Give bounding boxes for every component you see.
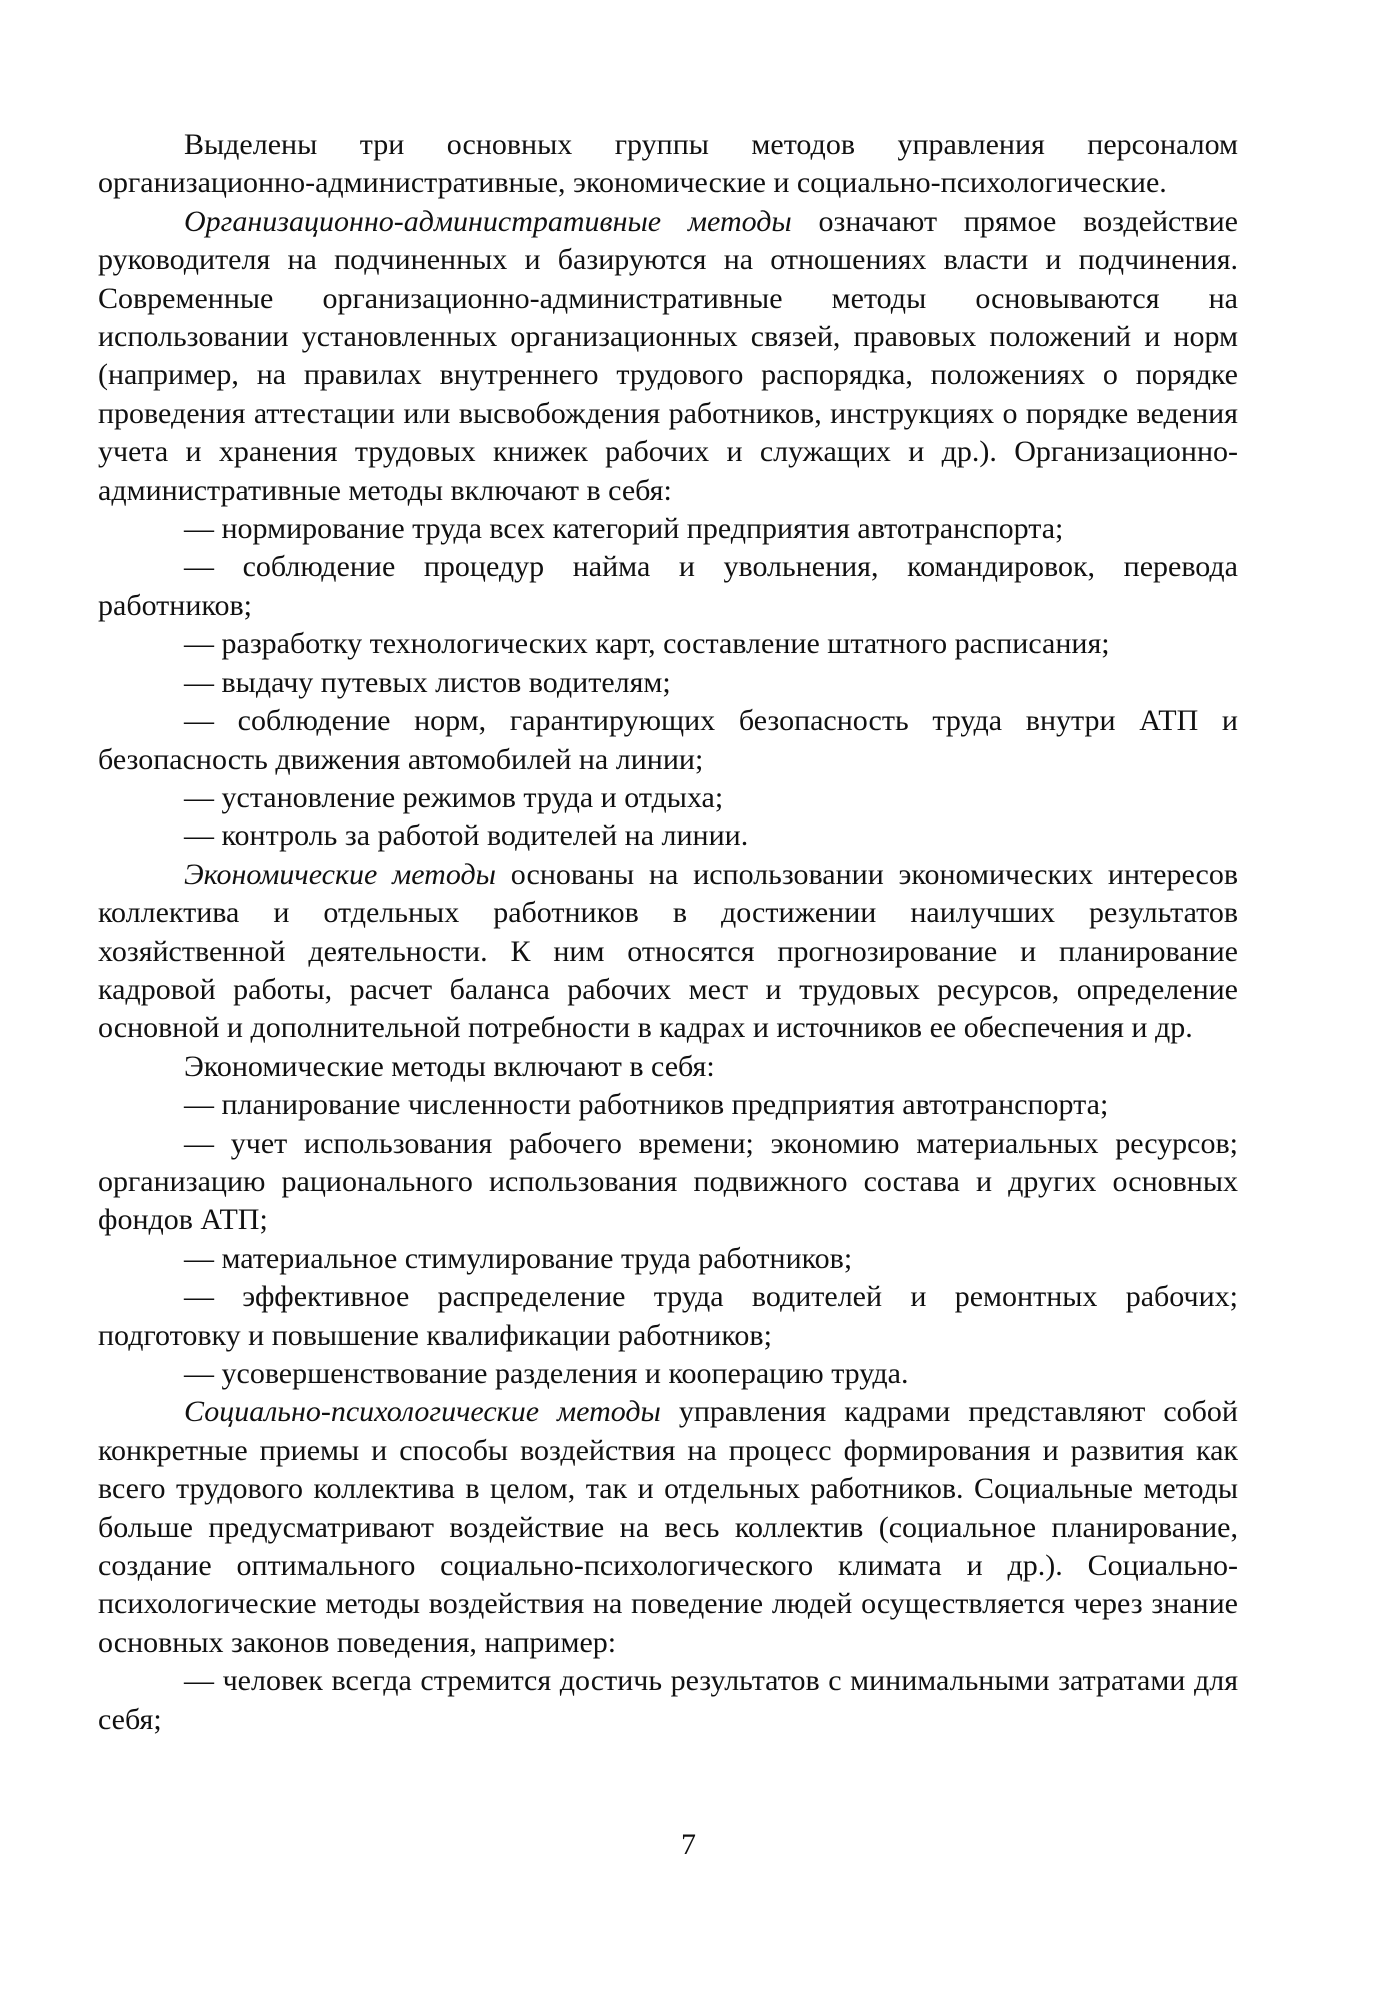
paragraph-1: Выделены три основных группы методов управления персоналом организационно-административные, экономические и социально-психологические. [98, 128, 1238, 200]
list-item: — эффективное распределение труда водителей и ремонтных рабочих; подготовку и повышение квалификации работников; [98, 1280, 1238, 1352]
list-item: — соблюдение норм, гарантирующих безопасность труда внутри АТП и безопасность движения автомобилей на линии; [98, 704, 1238, 776]
paragraph-social: Социально-психологические методы управления кадрами представляют собой конкретные приемы и способы воздействия на процесс формирования и развития как всего трудового коллектива в целом, так и отдельных работников. Социальные методы больше предусматривают воздействие на весь коллектив (социальное планирование, создание оптимального социально-психологического климата и др.). Социально-психологические методы воздействия на поведение людей осуществляется через знание основных законов поведения, например: [98, 1395, 1238, 1659]
list-item: — установление режимов труда и отдыха; [184, 780, 724, 814]
body-text [98, 126, 1238, 1739]
term-org-admin-methods: Организационно-административные методы [184, 204, 792, 238]
page-number: 7 [681, 1828, 696, 1861]
list-item: — соблюдение процедур найма и увольнения, командировок, перевода работников; [98, 550, 1238, 622]
list-item: — человек всегда стремится достичь результатов с минимальными затратами для себя; [98, 1664, 1238, 1736]
term-social-methods: Социально-психологические методы [184, 1395, 661, 1429]
term-economic-methods: Экономические методы [184, 857, 496, 891]
list-item: — разработку технологических карт, составление штатного расписания; [184, 627, 1110, 661]
list-item: — учет использования рабочего времени; экономию материальных ресурсов; организацию рационального использования подвижного состава и других основных фондов АТП; [98, 1126, 1238, 1237]
paragraph-2: Организационно-административные методы означают прямое воздействие руководителя на подчиненных и базируются на отношениях власти и подчинения. Современные организационно-административные методы основываются на использовании установленных организационных связей, правовых положений и норм (например, на правилах внутреннего трудового распорядка, положениях о порядке проведения аттестации или высвобождения работников, инструкциях о порядке ведения учета и хранения трудовых книжек рабочих и служащих и др.). Организационно-административные методы включают в себя: [98, 204, 1238, 507]
list-item: — планирование численности работников предприятия автотранспорта; [184, 1088, 1109, 1122]
list-item: — материальное стимулирование труда работников; [184, 1241, 853, 1275]
paragraph-economic: Экономические методы основаны на использовании экономических интересов коллектива и отдельных работников в достижении наилучших результатов хозяйственной деятельности. К ним относятся прогнозирование и планирование кадровой работы, расчет баланса рабочих мест и трудовых ресурсов, определение основной и дополнительной потребности в кадрах и источников ее обеспечения и др. [98, 857, 1238, 1045]
list-item: — усовершенствование разделения и кооперацию труда. [184, 1357, 909, 1390]
paragraph-economic-list-intro: Экономические методы включают в себя: [184, 1049, 715, 1083]
list-item: — контроль за работой водителей на линии. [184, 819, 749, 853]
list-item: — выдачу путевых листов водителям; [184, 665, 671, 699]
list-item: — нормирование труда всех категорий предприятия автотранспорта; [184, 512, 1064, 546]
